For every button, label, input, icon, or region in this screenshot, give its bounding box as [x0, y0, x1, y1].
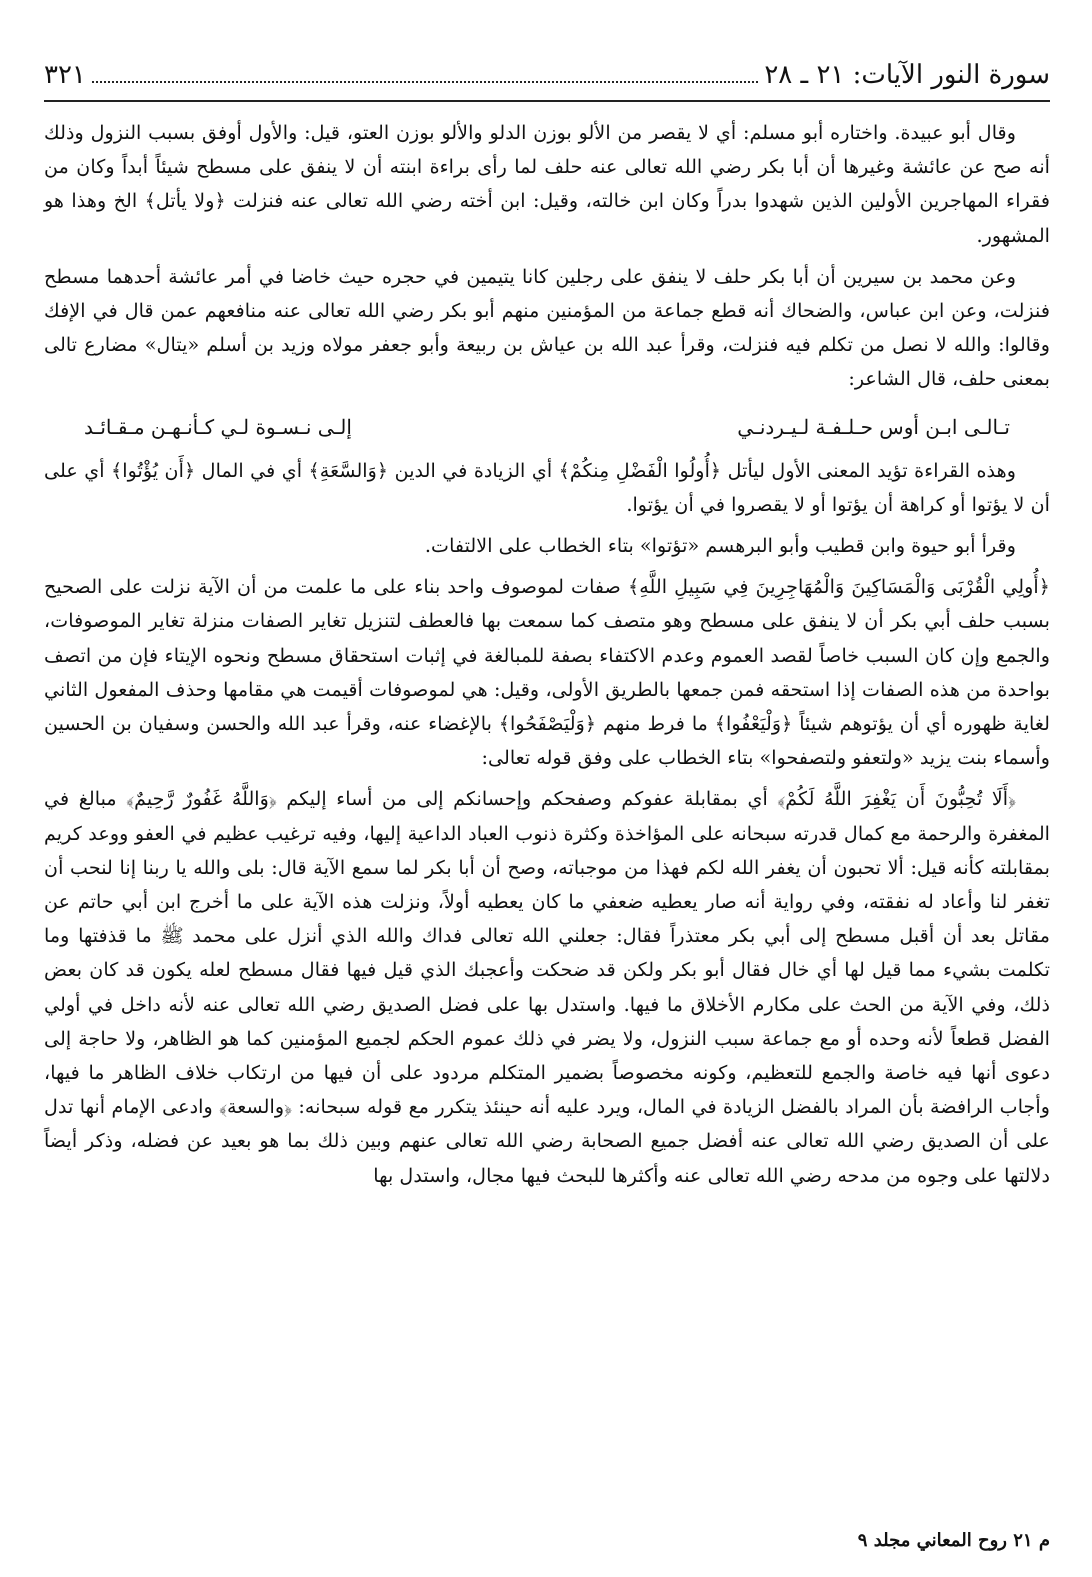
poetry-verse [44, 404, 1050, 454]
header-dots [92, 63, 758, 83]
paragraph-6: ﴿أَلَا تُحِبُّونَ أَن يَغْفِرَ اللَّهُ لَكُمْ﴾ أي بمقابلة عفوكم وصفحكم وإحسانكم إلى من أساء إليكم ﴿وَاللَّهُ غَفُورٌ رَّحِيمٌ﴾ مبالغ في المغفرة والرحمة مع كمال قدرته سبحانه على المؤاخذة وكثرة ذنوب العباد الداعية إليها، وفيه ترغيب عظيم في العفو ووعد كريم بمقابلته كأنه قيل: ألا تحبون أن يغفر الله لكم فهذا من موجباته، وصح أن أبا بكر لما سمع الآية قال: بلى والله يا ربنا إنا لنحب أن تغفر لنا وأعاد له نفقته، وفي رواية أنه صار يعطيه ضعفي ما كان يعطيه أولاً، ونزلت هذه الآية على ما أخرج ابن أبي حاتم عن مقاتل بعد أن أقبل مسطح إلى أبي بكر معتذراً فقال: جعلني الله تعالى فداك والله الذي أنزل على محمد ﷺ ما قذفتها وما تكلمت بشيء مما قيل لها أي خال فقال أبو بكر ولكن قد ضحكت وأعجبك الذي قيل فيها فقال مسطح لعله يكون قد كان بعض ذلك، وفي الآية من الحث على مكارم الأخلاق ما فيها. واستدل بها على فضل الصديق رضي الله تعالى عنه لأنه داخل في أولي الفضل قطعاً لأنه وحده أو مع جماعة سبب النزول، ولا يضر في ذلك عموم الحكم لجميع المؤمنين كما هو الظاهر، ولا حاجة إلى دعوى أنها فيه خاصة والجمع للتعظيم، وكونه مخصوصاً بضمير المتكلم مردود على أن فيها من ارتكاب خلاف الظاهر ما فيها، وأجاب الرافضة بأن المراد بالفضل الزيادة في المال، ويرد عليه أنه حينئذ يتكرر مع قوله سبحانه: ﴿والسعة﴾ وادعى الإمام أنها تدل على أن الصديق رضي الله تعالى عنه أفضل جميع الصحابة رضي الله تعالى عنهم وبين ذلك بما هو بعيد عن فضله، وذكر أيضاً دلالتها على وجوه من مدحه رضي الله تعالى عنه وأكثرها للبحث فيها مجال، واستدل بها [44, 787, 1050, 1187]
header-rule [44, 100, 1050, 102]
verse-second-hemistich: إلـى نـسـوة لـي كـأنـهـن مـقـائـد [84, 414, 352, 439]
verse-first-hemistich: تـالـى ابـن أوس حـلـفـة لـيـردنـي [737, 414, 1010, 439]
paragraph-2: وعن محمد بن سيرين أن أبا بكر حلف لا ينفق على رجلين كانا يتيمين في حجره حيث خاضا في أمر عائشة أحدهما مسطح فنزلت، وعن ابن عباس، والضحاك أنه قطع جماعة من المؤمنين منهم أبو بكر رضي الله تعالى عنه منافعهم عمن قال في الإفك وقالوا: والله لا نصل من تكلم فيه فنزلت، وقرأ عبد الله بن عياش بن ربيعة وأبو جعفر مولاه وزيد بن أسلم «يتال» مضارع تالى بمعنى حلف، قال الشاعر: [44, 264, 1050, 391]
paragraph-4: وقرأ أبو حيوة وابن قطيب وأبو البرهسم «تؤتوا» بتاء الخطاب على الالتفات. [424, 534, 1016, 558]
running-header [44, 60, 1050, 98]
paragraph-1: وقال أبو عبيدة. واختاره أبو مسلم: أي لا يقصر من الألو بوزن الدلو والألو بوزن العتو، قيل: والأول أوفق بسبب النزول وذلك أنه صح عن عائشة وغيرها أن أبا بكر رضي الله تعالى عنه حلف لما رأى براءة ابنته أن لا ينفق على مسطح شيئاً أبداً وكان من فقراء المهاجرين الأولين الذين شهدوا بدراً وكان ابن خالته، وقيل: ابن أخته رضي الله تعالى عنه فنزلت ﴿ولا يأتل﴾ الخ وهذا هو المشهور. [44, 121, 1050, 247]
paragraph-5: ﴿أُولِي الْقُرْبَى وَالْمَسَاكِينَ وَالْمُهَاجِرِينَ فِي سَبِيلِ اللَّهِ﴾ صفات لموصوف واحد بناء على ما علمت من أن الآية نزلت على الصحيح بسبب حلف أبي بكر أن لا ينفق على مسطح وهو متصف كما سمعت بها فالعطف لتنزيل تغاير الصفات منزلة تغاير الموصوفات، والجمع وإن كان السبب خاصاً لقصد العموم وعدم الاكتفاء بصفة للمبالغة في إثبات استحقاق مسطح ونحوه الإيتاء فإن من اتصف بواحدة من هذه الصفات إذا استحقه فمن جمعها بالطريق الأولى، وقيل: هي لموصوفات أقيمت هي مقامها وحذف المفعول الثاني لغاية ظهوره أي أن يؤتوهم شيئاً ﴿وَلْيَعْفُوا﴾ ما فرط منهم ﴿وَلْيَصْفَحُوا﴾ بالإغضاء عنه، وقرأ عبد الله والحسن وسفيان بن الحسين وأسماء بنت يزيد «ولتعفو ولتصفحوا» بتاء الخطاب على وفق قوله تعالى: [44, 575, 1050, 770]
surah-title: سورة النور الآيات: ٢١ ـ ٢٨ [764, 60, 1050, 90]
page-footer: م ٢١ روح المعاني مجلد ٩ [857, 1530, 1050, 1551]
page-number: ٣٢١ [44, 60, 86, 90]
paragraph-3: وهذه القراءة تؤيد المعنى الأول ليأتل ﴿أُولُوا الْفَضْلِ مِنكُمْ﴾ أي الزيادة في الدين ﴿وَالسَّعَةِ﴾ أي في المال ﴿أَن يُؤْتُوا﴾ أي على أن لا يؤتوا أو كراهة أن يؤتوا أو لا يقصروا في أن يؤتوا. [44, 458, 1050, 516]
page [44, 60, 1050, 1200]
